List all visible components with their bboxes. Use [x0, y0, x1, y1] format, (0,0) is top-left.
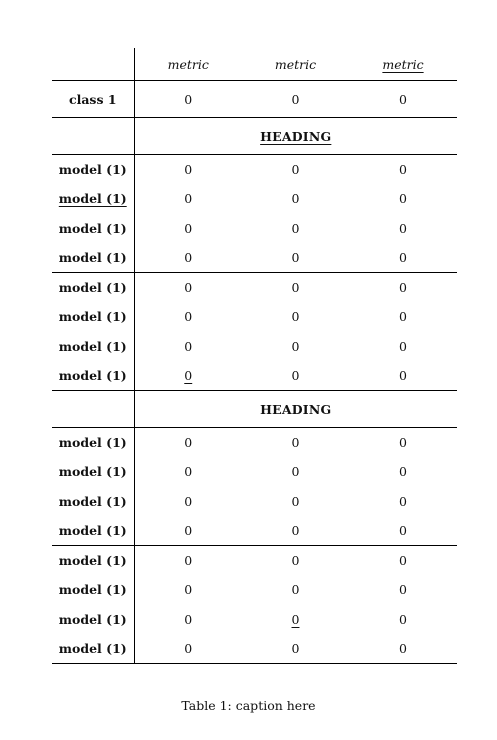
- value-cell: 0: [291, 309, 300, 325]
- row-label: model (1): [52, 428, 134, 458]
- value-cell: 0: [291, 435, 300, 451]
- header-corner-cell: [52, 48, 134, 81]
- table-row: [52, 243, 457, 273]
- table-row: [52, 516, 457, 546]
- value-cell: 0: [184, 338, 193, 354]
- table-row: [52, 302, 457, 331]
- table-row: [52, 273, 457, 303]
- row-label: model (1): [52, 487, 134, 516]
- value-cell: 0: [399, 582, 407, 598]
- table-row: [52, 184, 457, 213]
- value-cell: 0: [134, 81, 242, 118]
- metric-header: metric: [167, 56, 209, 72]
- row-label: model (1): [52, 302, 134, 331]
- value-cell: 0: [399, 435, 407, 451]
- value-cell: 0: [184, 611, 193, 627]
- table-row: [52, 155, 457, 185]
- value-cell: 0: [399, 611, 407, 627]
- row-label: model (1): [52, 634, 134, 664]
- value-cell: 0: [399, 191, 407, 207]
- value-cell: 0: [291, 220, 300, 236]
- value-cell: 0: [184, 220, 193, 236]
- table-row: [52, 457, 457, 486]
- row-label: model (1): [52, 273, 134, 303]
- value-cell: 0: [399, 280, 407, 296]
- row-label: class 1: [52, 81, 134, 118]
- row-label: model (1): [52, 361, 134, 391]
- value-cell: 0: [399, 553, 407, 569]
- value-cell: 0: [291, 280, 300, 296]
- value-cell: 0: [184, 582, 193, 598]
- row-label: model (1): [52, 546, 134, 576]
- table-row: [52, 575, 457, 604]
- table-row: [52, 487, 457, 516]
- table-row: [52, 546, 457, 576]
- row-label: model (1): [52, 214, 134, 243]
- table-row: [52, 214, 457, 243]
- row-label: model (1): [52, 575, 134, 604]
- section-heading-row: [52, 391, 457, 428]
- value-cell: 0: [399, 464, 407, 480]
- value-cell: 0: [291, 191, 300, 207]
- value-cell: 0: [184, 464, 193, 480]
- value-cell: 0: [349, 361, 457, 391]
- value-cell: 0: [134, 634, 242, 664]
- value-cell: 0: [242, 81, 349, 118]
- class-row: [52, 81, 457, 118]
- row-label: model (1): [52, 155, 134, 185]
- table-row: [52, 361, 457, 391]
- metric-header: metric: [274, 56, 317, 72]
- value-cell: 0: [399, 338, 407, 354]
- row-label: model (1): [52, 184, 134, 213]
- value-cell: 0: [242, 361, 349, 391]
- value-cell: 0: [349, 243, 457, 273]
- value-cell: 0: [184, 435, 193, 451]
- value-cell: 0: [184, 553, 193, 569]
- value-cell: 0: [184, 191, 193, 207]
- row-label: model (1): [52, 605, 134, 634]
- table-header-row: [52, 48, 457, 81]
- value-cell: 0: [399, 493, 407, 509]
- section-heading: HEADING: [134, 118, 457, 155]
- value-cell: 0: [349, 81, 457, 118]
- value-cell: 0: [134, 243, 242, 273]
- value-cell: 0: [399, 220, 407, 236]
- value-cell: 0: [184, 309, 193, 325]
- section-heading-row: [52, 118, 457, 155]
- table-row: [52, 332, 457, 361]
- row-label: model (1): [52, 516, 134, 546]
- table-row: [52, 605, 457, 634]
- value-cell: 0: [349, 634, 457, 664]
- value-cell: 0: [184, 280, 193, 296]
- value-cell: 0: [399, 309, 407, 325]
- results-table: [52, 48, 457, 664]
- value-cell: 0: [349, 516, 457, 546]
- value-cell: 0: [242, 243, 349, 273]
- value-cell: 0: [184, 493, 193, 509]
- table-caption: Table 1: caption here: [181, 698, 316, 713]
- value-cell: 0: [291, 582, 300, 598]
- value-cell: 0: [291, 464, 300, 480]
- value-cell: 0: [242, 634, 349, 664]
- row-label: model (1): [52, 457, 134, 486]
- value-cell: 0: [134, 516, 242, 546]
- value-cell: 0: [291, 611, 300, 627]
- value-cell: 0: [399, 162, 407, 178]
- value-cell: 0: [134, 361, 242, 391]
- value-cell: 0: [291, 493, 300, 509]
- value-cell: 0: [291, 162, 300, 178]
- value-cell: 0: [291, 338, 300, 354]
- table-row: [52, 428, 457, 458]
- row-label: model (1): [52, 332, 134, 361]
- value-cell: 0: [184, 162, 193, 178]
- value-cell: 0: [242, 516, 349, 546]
- section-heading: HEADING: [134, 391, 457, 428]
- table-row: [52, 634, 457, 664]
- row-label: model (1): [52, 243, 134, 273]
- metric-header: metric: [382, 56, 424, 72]
- value-cell: 0: [291, 553, 300, 569]
